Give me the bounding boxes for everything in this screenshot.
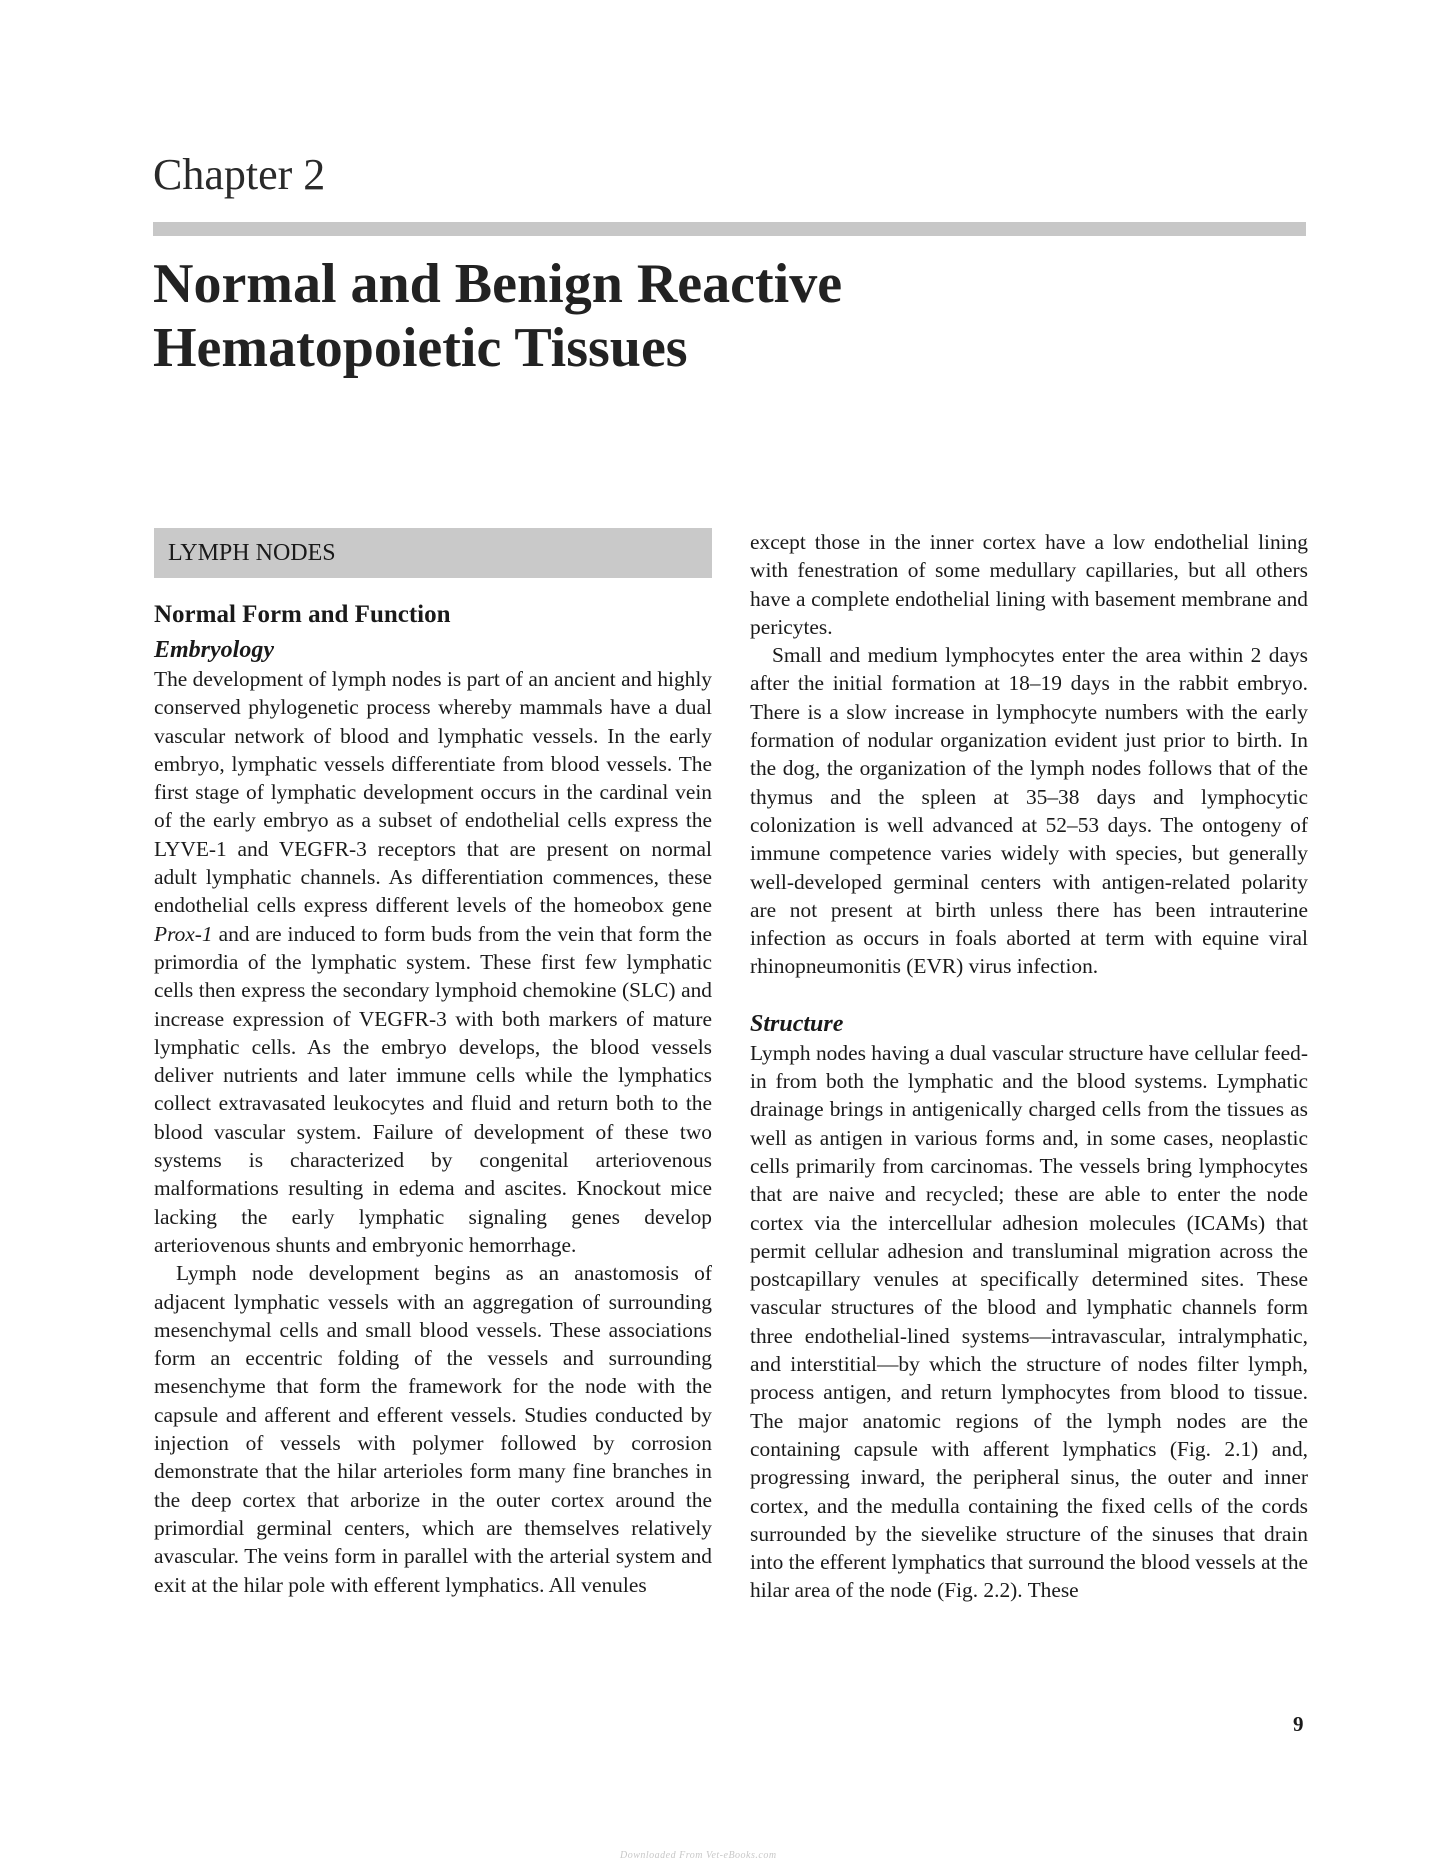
paragraph-text: and are induced to form buds from the vein that form the primordia of the lymphatic system. These first few lymphatic cells then express the secondary lymphoid chemokine (SLC) and increase expression of VEGFR-3 with both markers of mature lymphatic cells. As the embryo develops, the blood vessels deliver nutrients and later immune cells while the lymphatics collect extravasated leukocytes and fluid and return both to the blood vascular system. Failure of development of these two systems is characterized by congenital arteriovenous malformations resulting in edema and ascites. Knockout mice lacking the early lymphatic signaling genes develop arteriovenous shunts and embryonic hemorrhage. [154,921,712,1257]
gene-name: Prox-1 [154,921,213,946]
section-title: LYMPH NODES [168,540,336,566]
left-column [154,528,712,1599]
right-column [750,528,1308,1605]
structure-heading: Structure [750,1010,844,1037]
chapter-divider [153,222,1306,236]
subsection-heading: Normal Form and Function [154,601,451,628]
embryology-paragraph-4: Small and medium lymphocytes enter the area within 2 days after the initial formation at 18–19 days in the rabbit embryo. There is a slow increase in lymphocyte numbers with the early formation of nodular organization evident just prior to birth. In the dog, the organization of the lymph nodes follows that of the thymus and the spleen at 35–38 days and lymphocytic colonization is well advanced at 52–53 days. The ontogeny of immune competence varies widely with species, but generally well-developed germinal centers with antigen-related polarity are not present at birth unless there has been intrauterine infection as occurs in foals aborted at term with equine viral rhinopneumonitis (EVR) virus infection. [750,643,1308,979]
paragraph-text: The development of lymph nodes is part of an ancient and highly conserved phylogenetic process whereby mammals have a dual vascular network of blood and lymphatic vessels. In the early embryo, lymphatic vessels differentiate from blood vessels. The first stage of lymphatic development occurs in the cardinal vein of the early embryo as a subset of endothelial cells express the LYVE-1 and VEGFR-3 receptors that are present on normal adult lymphatic channels. As differentiation commences, these endothelial cells express different levels of the homeobox gene [154,667,712,918]
watermark: Downloaded From Vet-eBooks.com [620,1850,777,1861]
section-heading-bar [154,528,712,578]
chapter-label: Chapter 2 [153,150,326,199]
chapter-title-line-1: Normal and Benign Reactive [153,253,843,315]
paragraph-gap [750,981,1308,1009]
chapter-title [153,252,1253,380]
embryology-heading: Embryology [154,637,274,663]
chapter-title-line-2: Hematopoietic Tissues [153,317,688,379]
page-number: 9 [1293,1712,1304,1736]
embryology-paragraph-1 [154,665,712,1259]
embryology-paragraph-2: Lymph node development begins as an anastomosis of adjacent lymphatic vessels with an aggregation of surrounding mesenchymal cells and small blood vessels. These associations form an eccentric folding of the vessels and surrounding mesenchyme that form the framework for the node with the capsule and afferent and efferent vessels. Studies conducted by injection of vessels with polymer followed by corrosion demonstrate that the hilar arterioles form many fine branches in the deep cortex that arborize in the outer cortex around the primordial germinal centers, which are themselves relatively avascular. The veins form in parallel with the arterial system and exit at the hilar pole with efferent lymphatics. All venules [154,1261,712,1597]
structure-paragraph-1: Lymph nodes having a dual vascular structure have cellular feed-in from both the lymphatic and the blood systems. Lymphatic drainage brings in antigenically charged cells from the tissues as well as antigen in various forms and, in some cases, neoplastic cells primarily from carcinomas. The vessels bring lymphocytes that are naive and recycled; these are able to enter the node cortex via the intercellular adhesion molecules (ICAMs) that permit cellular adhesion and transluminal migration across the postcapillary venules at specifically determined sites. These vascular structures of the blood and lymphatic channels form three endothelial-lined systems—intravascular, intralymphatic, and interstitial—by which the structure of nodes filter lymph, process antigen, and return lymphocytes from blood to tissue. The major anatomic regions of the lymph nodes are the containing capsule with afferent lymphatics (Fig. 2.1) and, progressing inward, the peripheral sinus, the outer and inner cortex, and the medulla containing the fixed cells of the cords surrounded by the sievelike structure of the sinuses that drain into the efferent lymphatics that surround the blood vessels at the hilar area of the node (Fig. 2.2). These [750,1040,1309,1603]
embryology-paragraph-3: except those in the inner cortex have a low endothelial lining with fenestration of some medullary capillaries, but all others have a complete endothelial lining with basement membrane and pericytes. [750,530,1308,639]
